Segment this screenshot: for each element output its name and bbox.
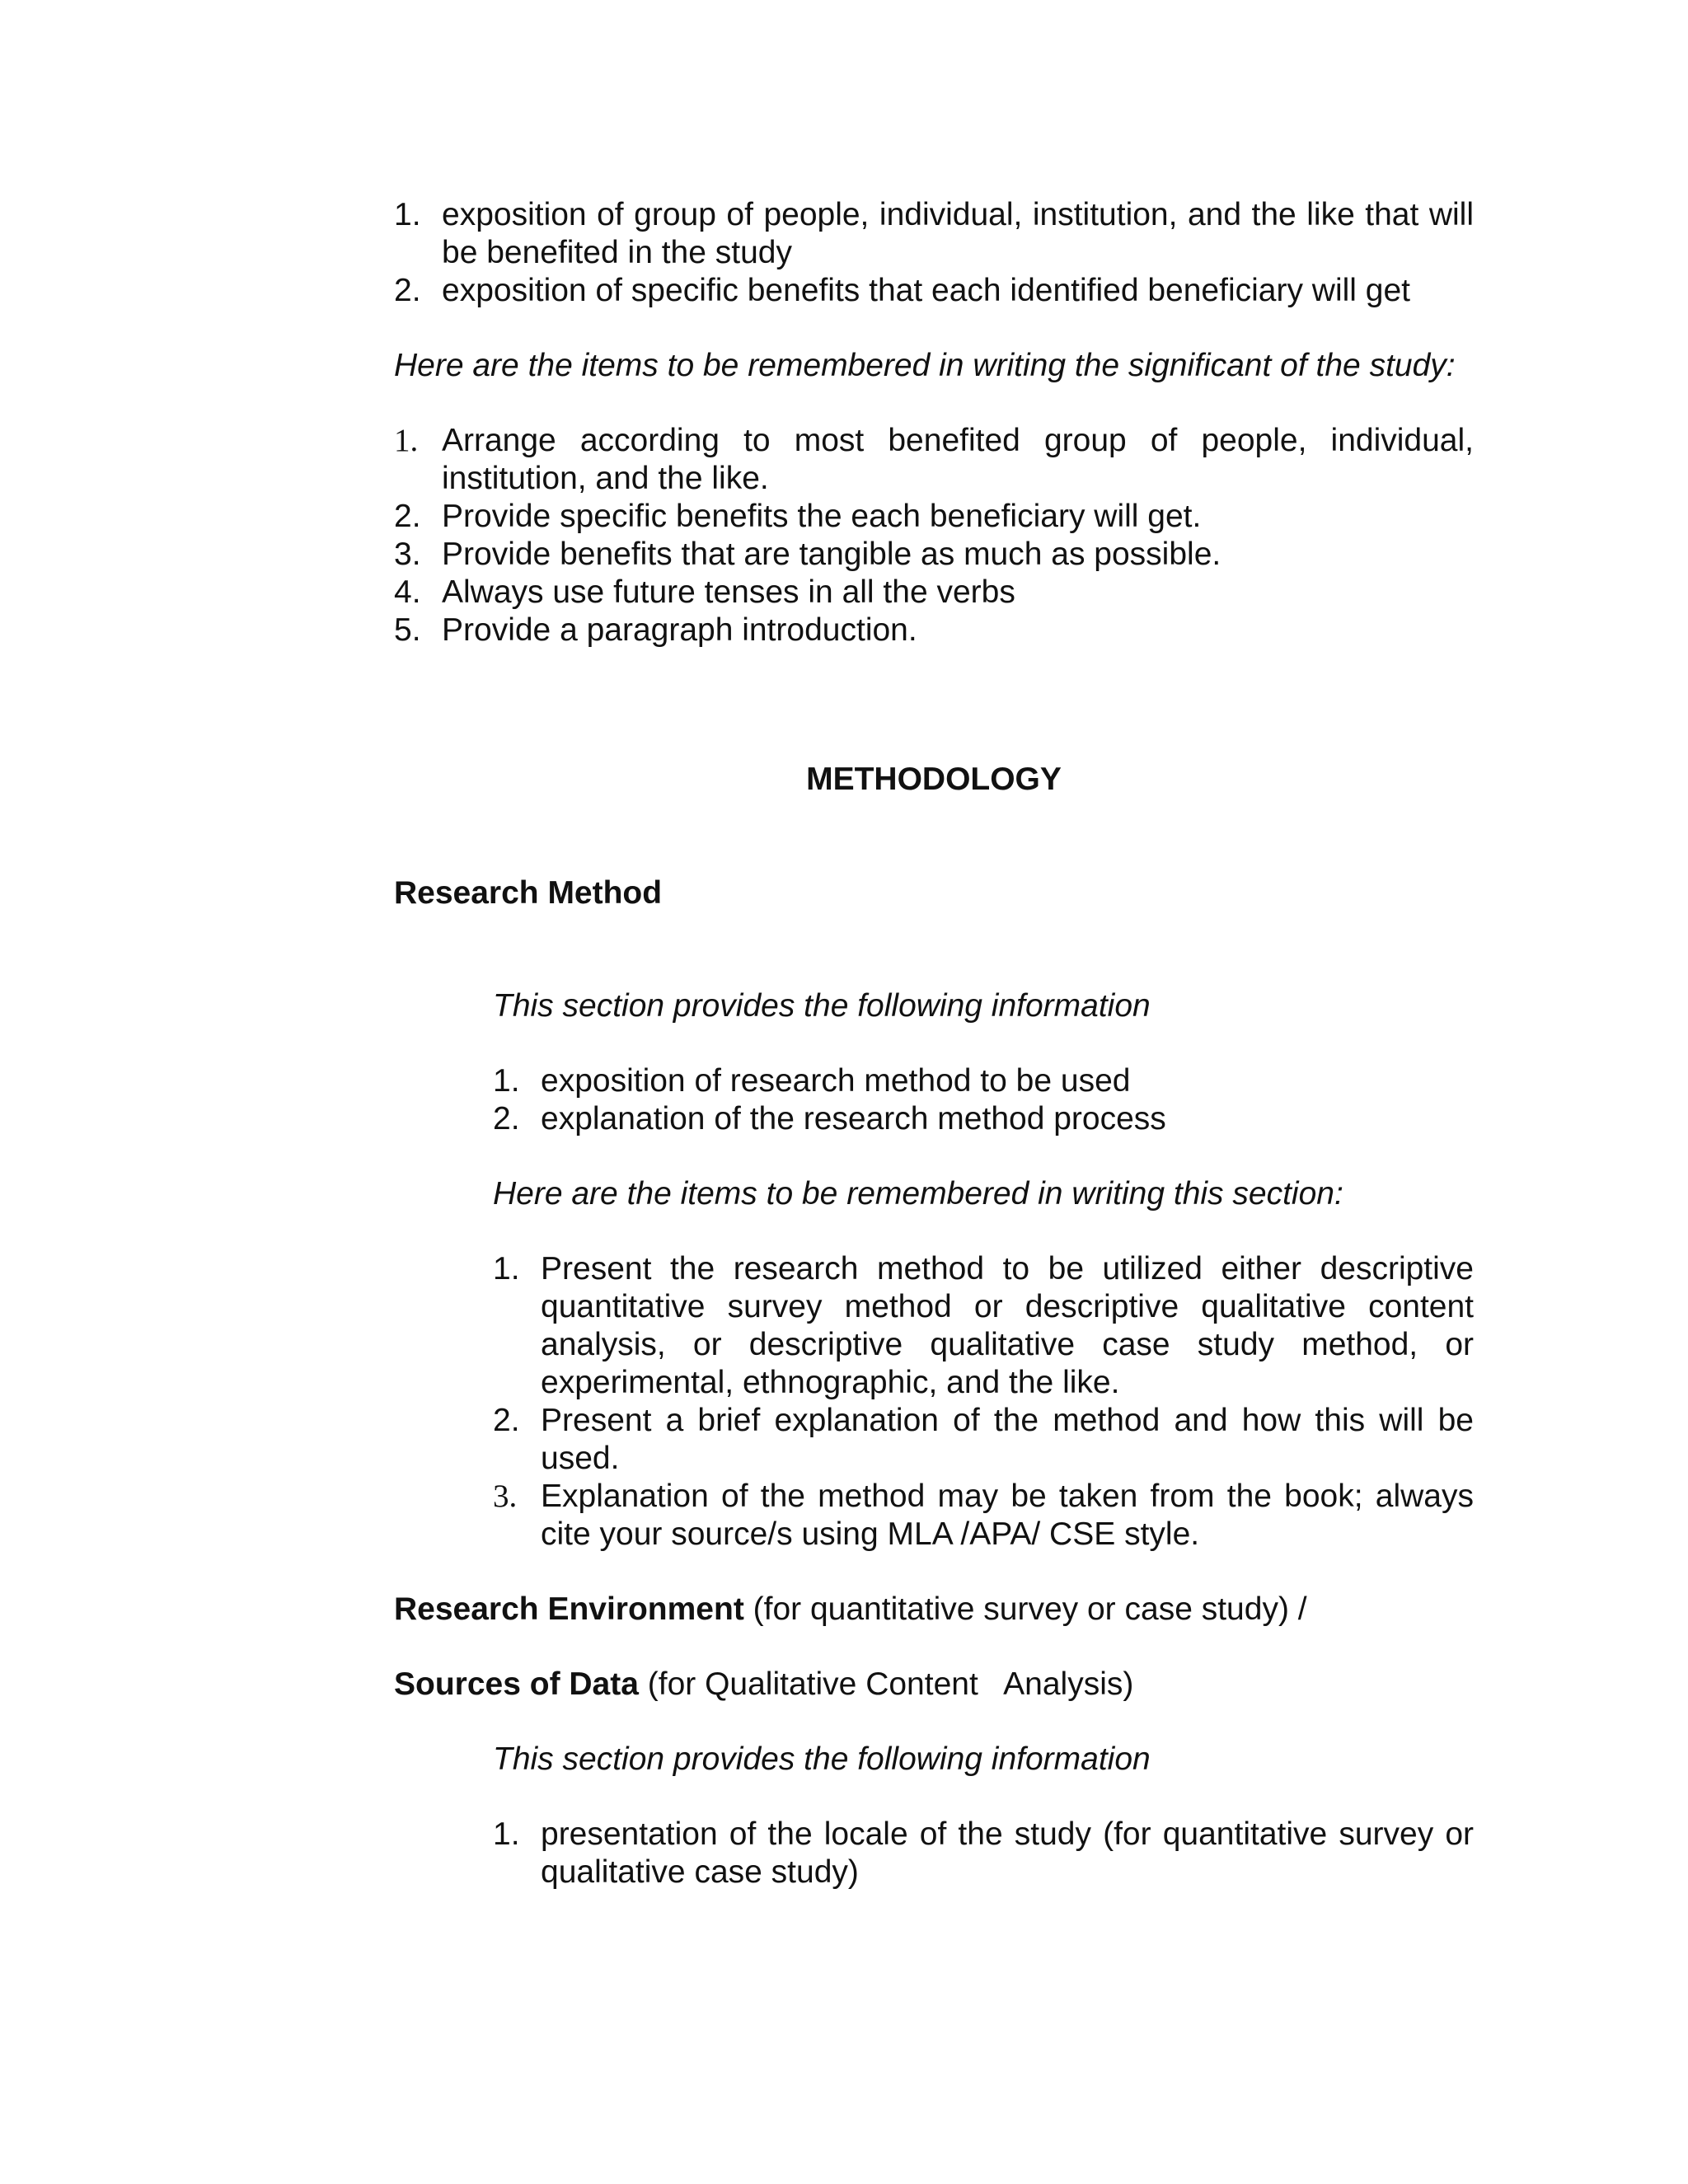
list-item	[394, 574, 1474, 612]
sources-of-data-line	[394, 1666, 1474, 1704]
list-number: 2.	[493, 1403, 520, 1438]
list-text: Arrange according to most benefited group of people, individual, institution, and the like.	[442, 423, 1474, 496]
list-item	[394, 612, 1474, 649]
list-number: 3.	[394, 537, 421, 572]
significance-items-list	[394, 422, 1474, 649]
list-number: 5.	[394, 612, 421, 648]
list-text: Present the research method to be utilized either descriptive quantitative survey method or descriptive qualitative content analysis, or descriptive qualitative case study method, or experimental, ethnographic, and the like.	[541, 1251, 1474, 1400]
beneficiary-list	[394, 196, 1474, 310]
list-text: Explanation of the method may be taken from the book; always cite your source/s using MLA /APA/ CSE style.	[541, 1479, 1474, 1552]
list-number: 2.	[493, 1101, 520, 1137]
list-item	[493, 1816, 1474, 1891]
list-text: Always use future tenses in all the verbs	[442, 574, 1015, 610]
list-number: 4.	[394, 574, 421, 610]
list-item	[493, 1478, 1474, 1554]
list-number: 2.	[394, 273, 421, 308]
list-number: 1.	[394, 423, 419, 458]
research-method-heading: Research Method	[394, 875, 663, 911]
list-text: Provide specific benefits the each beneficiary will get.	[442, 499, 1202, 534]
list-number: 1.	[493, 1816, 520, 1852]
list-number: 1.	[394, 197, 421, 232]
list-text: exposition of group of people, individual, institution, and the like that will be benefited in the study	[442, 197, 1474, 270]
list-text: exposition of specific benefits that each identified beneficiary will get	[442, 273, 1411, 308]
list-item	[394, 196, 1474, 272]
list-number: 1.	[493, 1063, 520, 1099]
significance-intro: Here are the items to be remembered in writing the significant of the study:	[394, 348, 1456, 383]
list-item	[394, 422, 1474, 498]
research-method-items-list	[493, 1250, 1474, 1554]
document-page	[394, 196, 1474, 1891]
list-number: 1.	[493, 1251, 520, 1286]
list-text: Present a brief explanation of the method and how this will be used.	[541, 1403, 1474, 1476]
list-item	[493, 1402, 1474, 1478]
list-text: exposition of research method to be used	[541, 1063, 1131, 1099]
research-environment-note: (for quantitative survey or case study) /	[743, 1591, 1307, 1627]
sources-of-data-list	[493, 1816, 1474, 1891]
research-method-info-list	[493, 1062, 1474, 1138]
list-number: 2.	[394, 499, 421, 534]
list-item	[493, 1062, 1474, 1100]
list-text: Provide benefits that are tangible as much as possible.	[442, 537, 1221, 572]
sources-of-data-note: (for Qualitative Content Analysis)	[638, 1666, 1134, 1702]
sources-of-data-heading: Sources of Data	[394, 1666, 639, 1702]
list-text: explanation of the research method process	[541, 1101, 1166, 1137]
list-text: presentation of the locale of the study (for quantitative survey or qualitative case study)	[541, 1816, 1474, 1890]
sources-of-data-intro: This section provides the following information	[493, 1741, 1151, 1777]
research-environment-line	[394, 1591, 1474, 1629]
list-item	[493, 1100, 1474, 1138]
research-method-items-intro: Here are the items to be remembered in writing this section:	[493, 1176, 1343, 1212]
list-item	[394, 498, 1474, 536]
list-item	[493, 1250, 1474, 1402]
list-item	[394, 536, 1474, 574]
methodology-heading: METHODOLOGY	[806, 762, 1062, 797]
list-number: 3.	[493, 1479, 518, 1514]
research-environment-heading: Research Environment	[394, 1591, 744, 1627]
research-method-intro: This section provides the following information	[493, 988, 1151, 1024]
list-text: Provide a paragraph introduction.	[442, 612, 917, 648]
list-item	[394, 272, 1474, 310]
